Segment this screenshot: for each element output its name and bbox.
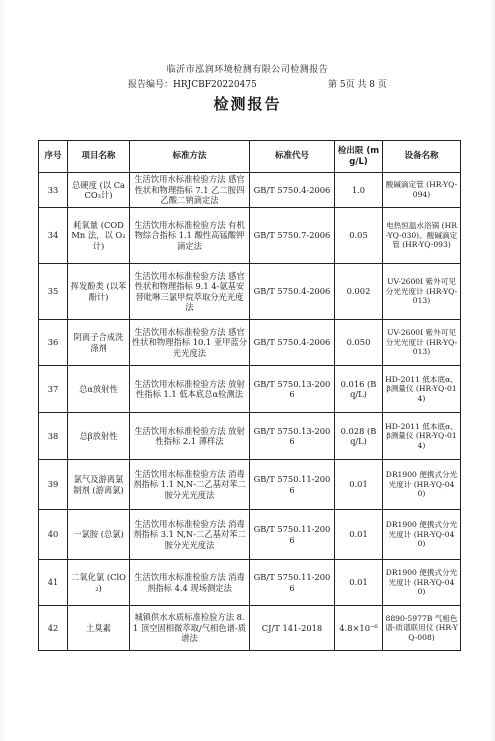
cell-equipment: DR1900 便携式分光光度计 (HR-YQ-040)	[383, 510, 461, 560]
cell-equipment: DR1900 便携式分光光度计 (HR-YQ-040)	[383, 460, 461, 510]
page-counter: 第 5页 共 8 页	[328, 80, 387, 90]
col-header-equipment: 设备名称	[383, 141, 461, 173]
cell-item: 总硬度 (以 CaCO₃计)	[68, 173, 130, 208]
cell-limit: 4.8×10⁻⁶	[335, 606, 383, 651]
cell-method: 生活饮用水标准检验方法 消毒剂指标 4.4 现场测定法	[130, 560, 250, 606]
col-header-item: 项目名称	[68, 141, 130, 173]
cell-seq: 42	[39, 606, 68, 651]
report-number: 报告编号：HRJCBF20220475	[128, 80, 257, 90]
cell-seq: 38	[39, 413, 68, 460]
table-row	[39, 606, 461, 651]
cell-seq: 37	[39, 366, 68, 413]
col-header-code: 标准代号	[250, 141, 335, 173]
cell-code: GB/T 5750.4-2006	[250, 320, 335, 366]
table-row	[39, 460, 461, 510]
cell-limit: 0.05	[335, 208, 383, 264]
table-header-row	[39, 141, 461, 173]
cell-code: CJ/T 141-2018	[250, 606, 335, 651]
cell-item: 总β放射性	[68, 413, 130, 460]
cell-item: 耗氧量 (CODMn 法，以 O₂ 计)	[68, 208, 130, 264]
col-header-seq: 序号	[39, 141, 68, 173]
cell-limit: 1.0	[335, 173, 383, 208]
cell-equipment: HD-2011 低本底α、β测量仪 (HR-YQ-014)	[383, 413, 461, 460]
cell-equipment: UV-2600I 紫外可见分光光度计 (HR-YQ-013)	[383, 264, 461, 320]
cell-item: 氯气及游离氯制剂 (游离氯)	[68, 460, 130, 510]
cell-seq: 40	[39, 510, 68, 560]
document-title: 检测报告	[213, 95, 282, 113]
cell-equipment: 8890-5977B 气相色谱-质谱联用仪 (HR-YQ-008)	[383, 606, 461, 651]
table-row	[39, 366, 461, 413]
test-methods-table	[38, 140, 461, 651]
table-row	[39, 320, 461, 366]
cell-equipment: 酸碱滴定管 (HR-YQ-094)	[383, 173, 461, 208]
cell-code: GB/T 5750.13-2006	[250, 413, 335, 460]
cell-method: 生活饮用水标准检验方法 感官性状和物理指标 10.1 亚甲蓝分光光度法	[130, 320, 250, 366]
cell-code: GB/T 5750.7-2006	[250, 208, 335, 264]
cell-limit: 0.01	[335, 510, 383, 560]
cell-seq: 33	[39, 173, 68, 208]
cell-method: 生活饮用水标准检验方法 感官性状和物理指标 9.1 4-氨基安替吡啉三氯甲烷萃取分光光度法	[130, 264, 250, 320]
cell-code: GB/T 5750.13-2006	[250, 366, 335, 413]
cell-method: 生活饮用水标准检验方法 消毒剂指标 3.1 N,N-二乙基对苯二胺分光光度法	[130, 510, 250, 560]
cell-code: GB/T 5750.11-2006	[250, 510, 335, 560]
table-row	[39, 560, 461, 606]
cell-method: 生活饮用水标准检验方法 消毒剂指标 1.1 N,N-二乙基对苯二胺分光光度法	[130, 460, 250, 510]
cell-limit: 0.028 (Bq/L)	[335, 413, 383, 460]
cell-equipment: 电热恒温水浴锅 (HR-YQ-030)、酸碱滴定管 (HR-YQ-093)	[383, 208, 461, 264]
cell-method: 生活饮用水标准检验方法 放射性指标 2.1 薄样法	[130, 413, 250, 460]
cell-item: 二氧化氯 (ClO₂)	[68, 560, 130, 606]
cell-item: 一氯胺 (总氯)	[68, 510, 130, 560]
cell-seq: 34	[39, 208, 68, 264]
cell-limit: 0.01	[335, 460, 383, 510]
cell-code: GB/T 5750.4-2006	[250, 264, 335, 320]
table-row	[39, 208, 461, 264]
cell-item: 挥发酚类 (以苯酚计)	[68, 264, 130, 320]
cell-method: 生活饮用水标准检验方法 放射性指标 1.1 低本底总α检测法	[130, 366, 250, 413]
cell-method: 生活饮用水标准检验方法 感官性状和物理指标 7.1 乙二胺四乙酸二钠滴定法	[130, 173, 250, 208]
cell-item: 总α放射性	[68, 366, 130, 413]
cell-equipment: HD-2011 低本底α、β测量仪 (HR-YQ-014)	[383, 366, 461, 413]
cell-limit: 0.016 (Bq/L)	[335, 366, 383, 413]
cell-limit: 0.002	[335, 264, 383, 320]
company-report-header: 临沂市泓润环境检测有限公司检测报告	[166, 65, 329, 75]
table-row	[39, 173, 461, 208]
cell-item: 土臭素	[68, 606, 130, 651]
table-row	[39, 264, 461, 320]
col-header-method: 标准方法	[130, 141, 250, 173]
cell-method: 生活饮用水标准检验方法 有机物综合指标 1.1 酸性高锰酸钾滴定法	[130, 208, 250, 264]
table-row	[39, 510, 461, 560]
table-row	[39, 413, 461, 460]
col-header-limit: 检出限 (mg/L)	[335, 141, 383, 173]
cell-limit: 0.01	[335, 560, 383, 606]
cell-seq: 35	[39, 264, 68, 320]
cell-method: 城镇供水水质标准检验方法 8.1 顶空固相微萃取/气相色谱-质谱法	[130, 606, 250, 651]
cell-seq: 41	[39, 560, 68, 606]
cell-seq: 36	[39, 320, 68, 366]
cell-code: GB/T 5750.4-2006	[250, 173, 335, 208]
cell-limit: 0.050	[335, 320, 383, 366]
cell-equipment: DR1900 便携式分光光度计 (HR-YQ-040)	[383, 560, 461, 606]
cell-code: GB/T 5750.11-2006	[250, 560, 335, 606]
cell-equipment: UV-2600I 紫外可见分光光度计 (HR-YQ-013)	[383, 320, 461, 366]
cell-seq: 39	[39, 460, 68, 510]
cell-code: GB/T 5750.11-2006	[250, 460, 335, 510]
cell-item: 阴离子合成洗涤剂	[68, 320, 130, 366]
